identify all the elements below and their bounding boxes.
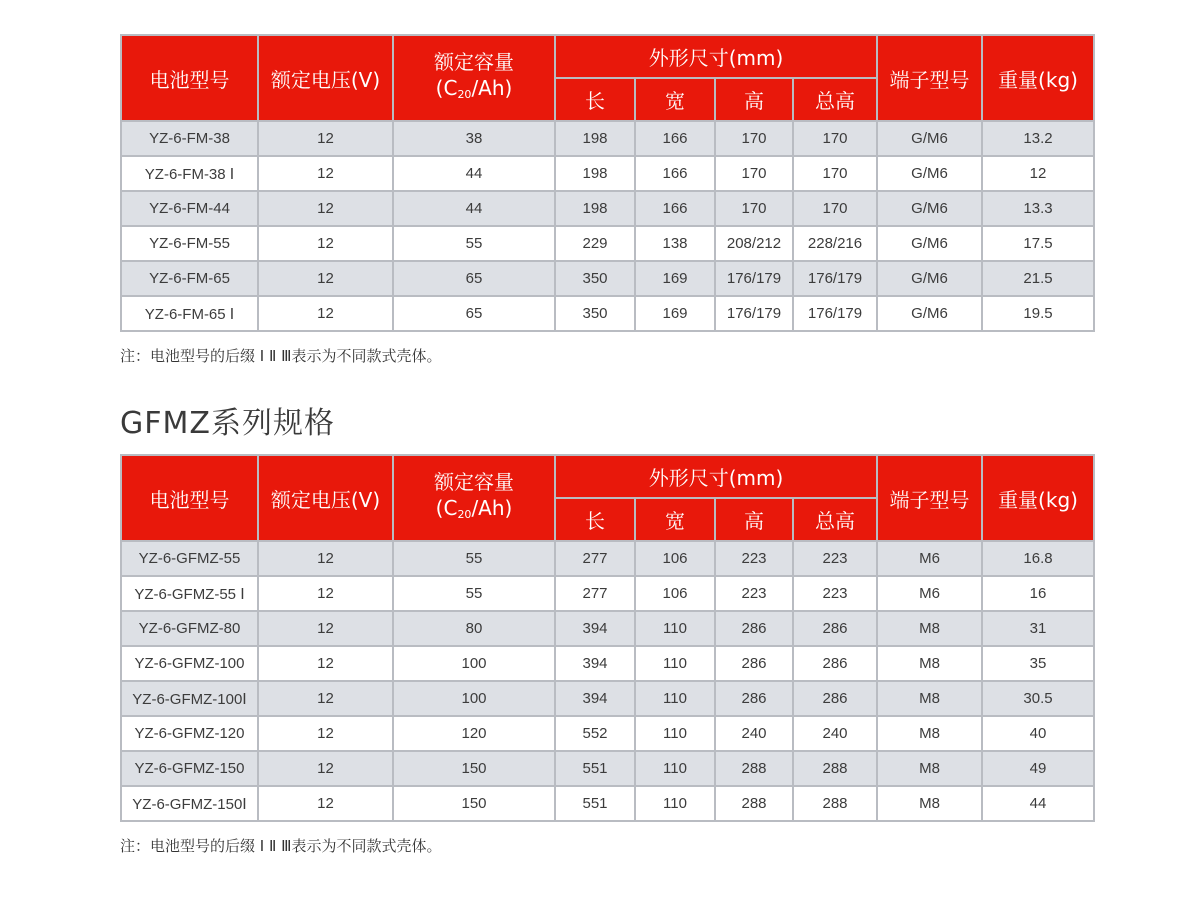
header-capacity: [393, 455, 555, 541]
cell-height: 286: [715, 681, 793, 716]
cell-length: 277: [555, 541, 635, 576]
cell-model: YZ-6-GFMZ-120: [121, 716, 258, 751]
cell-total-height: 288: [793, 786, 877, 821]
cell-total-height: 240: [793, 716, 877, 751]
cell-terminal: M8: [877, 646, 982, 681]
cell-voltage: 12: [258, 576, 393, 611]
cell-width: 110: [635, 646, 715, 681]
cell-length: 198: [555, 121, 635, 156]
cell-capacity: 55: [393, 226, 555, 261]
cell-weight: 44: [982, 786, 1094, 821]
cell-voltage: 12: [258, 646, 393, 681]
cell-width: 110: [635, 786, 715, 821]
table-row: [121, 261, 1094, 296]
cell-total-height: 170: [793, 121, 877, 156]
cell-voltage: 12: [258, 611, 393, 646]
cell-weight: 13.2: [982, 121, 1094, 156]
header-width: 宽: [635, 498, 715, 541]
table-row: [121, 786, 1094, 821]
cell-height: 176/179: [715, 261, 793, 296]
table-row: [121, 541, 1094, 576]
table-row: [121, 296, 1094, 331]
cell-voltage: 12: [258, 121, 393, 156]
cell-voltage: 12: [258, 261, 393, 296]
cell-weight: 40: [982, 716, 1094, 751]
cell-width: 110: [635, 716, 715, 751]
header-voltage: 额定电压(V): [258, 35, 393, 121]
cell-height: 288: [715, 751, 793, 786]
cell-model: YZ-6-GFMZ-150Ⅰ: [121, 786, 258, 821]
cell-terminal: G/M6: [877, 261, 982, 296]
cell-total-height: 288: [793, 751, 877, 786]
cell-width: 166: [635, 121, 715, 156]
header-dimensions: 外形尺寸(mm): [555, 455, 877, 498]
cell-voltage: 12: [258, 296, 393, 331]
cell-model: YZ-6-GFMZ-55 Ⅰ: [121, 576, 258, 611]
cell-model: YZ-6-FM-65: [121, 261, 258, 296]
table-row: [121, 121, 1094, 156]
cell-voltage: 12: [258, 786, 393, 821]
header-capacity-line1: 额定容量: [434, 469, 514, 494]
cell-width: 169: [635, 261, 715, 296]
cell-height: 223: [715, 576, 793, 611]
table-row: [121, 716, 1094, 751]
cell-weight: 16.8: [982, 541, 1094, 576]
cell-terminal: M8: [877, 751, 982, 786]
fm-spec-table: [120, 34, 1095, 332]
cell-length: 394: [555, 646, 635, 681]
cell-width: 169: [635, 296, 715, 331]
table2-note: 注：电池型号的后缀 Ⅰ Ⅱ Ⅲ表示为不同款式壳体。: [120, 837, 442, 855]
cell-voltage: 12: [258, 716, 393, 751]
cell-length: 198: [555, 156, 635, 191]
cell-width: 106: [635, 541, 715, 576]
table-row: [121, 576, 1094, 611]
cell-model: YZ-6-GFMZ-80: [121, 611, 258, 646]
cell-terminal: G/M6: [877, 121, 982, 156]
cell-total-height: 223: [793, 541, 877, 576]
cell-weight: 31: [982, 611, 1094, 646]
cell-model: YZ-6-GFMZ-150: [121, 751, 258, 786]
cell-terminal: M8: [877, 786, 982, 821]
cell-weight: 16: [982, 576, 1094, 611]
cell-voltage: 12: [258, 191, 393, 226]
cell-weight: 17.5: [982, 226, 1094, 261]
cell-height: 286: [715, 611, 793, 646]
cell-model: YZ-6-FM-65 Ⅰ: [121, 296, 258, 331]
cell-weight: 21.5: [982, 261, 1094, 296]
cell-model: YZ-6-GFMZ-55: [121, 541, 258, 576]
header-total-height: 总高: [793, 498, 877, 541]
cell-weight: 13.3: [982, 191, 1094, 226]
cell-terminal: M8: [877, 716, 982, 751]
cell-voltage: 12: [258, 541, 393, 576]
cell-capacity: 100: [393, 646, 555, 681]
cell-weight: 49: [982, 751, 1094, 786]
header-capacity: [393, 35, 555, 121]
header-capacity-line2: $(C_{20}/Ah)$: [435, 495, 513, 521]
cell-capacity: 38: [393, 121, 555, 156]
cell-total-height: 170: [793, 191, 877, 226]
cell-terminal: G/M6: [877, 296, 982, 331]
cell-total-height: 223: [793, 576, 877, 611]
table-row: [121, 681, 1094, 716]
cell-capacity: 65: [393, 296, 555, 331]
cell-height: 170: [715, 156, 793, 191]
header-height: 高: [715, 498, 793, 541]
cell-total-height: 176/179: [793, 296, 877, 331]
header-total-height: 总高: [793, 78, 877, 121]
cell-terminal: M8: [877, 681, 982, 716]
cell-length: 350: [555, 261, 635, 296]
cell-weight: 12: [982, 156, 1094, 191]
header-length: 长: [555, 78, 635, 121]
cell-terminal: M8: [877, 611, 982, 646]
fm-spec-table-block: [120, 34, 1093, 332]
cell-total-height: 286: [793, 611, 877, 646]
cell-height: 223: [715, 541, 793, 576]
cell-total-height: 286: [793, 646, 877, 681]
cell-model: YZ-6-FM-38: [121, 121, 258, 156]
cell-model: YZ-6-GFMZ-100Ⅰ: [121, 681, 258, 716]
cell-total-height: 228/216: [793, 226, 877, 261]
header-dimensions: 外形尺寸(mm): [555, 35, 877, 78]
cell-width: 110: [635, 751, 715, 786]
cell-weight: 19.5: [982, 296, 1094, 331]
cell-height: 288: [715, 786, 793, 821]
cell-capacity: 65: [393, 261, 555, 296]
header-weight: 重量(kg): [982, 35, 1094, 121]
cell-capacity: 44: [393, 156, 555, 191]
cell-total-height: 286: [793, 681, 877, 716]
header-length: 长: [555, 498, 635, 541]
table-row: [121, 611, 1094, 646]
cell-terminal: G/M6: [877, 156, 982, 191]
table-row: [121, 226, 1094, 261]
table-row: [121, 156, 1094, 191]
cell-height: 170: [715, 121, 793, 156]
cell-capacity: 150: [393, 786, 555, 821]
cell-model: YZ-6-FM-55: [121, 226, 258, 261]
cell-height: 240: [715, 716, 793, 751]
cell-model: YZ-6-GFMZ-100: [121, 646, 258, 681]
header-terminal: 端子型号: [877, 455, 982, 541]
cell-voltage: 12: [258, 226, 393, 261]
header-height: 高: [715, 78, 793, 121]
table-row: [121, 191, 1094, 226]
cell-length: 394: [555, 611, 635, 646]
section-title-gfmz: GFMZ系列规格: [120, 406, 335, 441]
gfmz-spec-table-block: [120, 454, 1093, 822]
cell-total-height: 170: [793, 156, 877, 191]
cell-capacity: 150: [393, 751, 555, 786]
cell-model: YZ-6-FM-38 Ⅰ: [121, 156, 258, 191]
header-capacity-line1: 额定容量: [434, 49, 514, 74]
cell-height: 286: [715, 646, 793, 681]
cell-weight: 35: [982, 646, 1094, 681]
cell-length: 229: [555, 226, 635, 261]
cell-height: 176/179: [715, 296, 793, 331]
header-voltage: 额定电压(V): [258, 455, 393, 541]
cell-width: 138: [635, 226, 715, 261]
cell-width: 166: [635, 156, 715, 191]
cell-terminal: M6: [877, 576, 982, 611]
cell-voltage: 12: [258, 156, 393, 191]
cell-capacity: 55: [393, 576, 555, 611]
cell-length: 277: [555, 576, 635, 611]
cell-width: 110: [635, 681, 715, 716]
cell-width: 106: [635, 576, 715, 611]
cell-length: 198: [555, 191, 635, 226]
header-width: 宽: [635, 78, 715, 121]
table-row: [121, 751, 1094, 786]
cell-capacity: 100: [393, 681, 555, 716]
cell-length: 394: [555, 681, 635, 716]
gfmz-spec-table: [120, 454, 1095, 822]
cell-voltage: 12: [258, 681, 393, 716]
header-capacity-line2: $(C_{20}/Ah)$: [435, 75, 513, 101]
table1-note: 注：电池型号的后缀 Ⅰ Ⅱ Ⅲ表示为不同款式壳体。: [120, 347, 442, 365]
cell-capacity: 80: [393, 611, 555, 646]
header-model: 电池型号: [121, 455, 258, 541]
cell-capacity: 120: [393, 716, 555, 751]
cell-voltage: 12: [258, 751, 393, 786]
header-weight: 重量(kg): [982, 455, 1094, 541]
cell-terminal: M6: [877, 541, 982, 576]
header-model: 电池型号: [121, 35, 258, 121]
cell-width: 110: [635, 611, 715, 646]
cell-terminal: G/M6: [877, 191, 982, 226]
cell-capacity: 55: [393, 541, 555, 576]
table-row: [121, 646, 1094, 681]
header-terminal: 端子型号: [877, 35, 982, 121]
cell-terminal: G/M6: [877, 226, 982, 261]
cell-total-height: 176/179: [793, 261, 877, 296]
cell-length: 552: [555, 716, 635, 751]
cell-height: 170: [715, 191, 793, 226]
cell-height: 208/212: [715, 226, 793, 261]
cell-length: 350: [555, 296, 635, 331]
cell-length: 551: [555, 751, 635, 786]
cell-capacity: 44: [393, 191, 555, 226]
cell-model: YZ-6-FM-44: [121, 191, 258, 226]
cell-width: 166: [635, 191, 715, 226]
cell-weight: 30.5: [982, 681, 1094, 716]
cell-length: 551: [555, 786, 635, 821]
